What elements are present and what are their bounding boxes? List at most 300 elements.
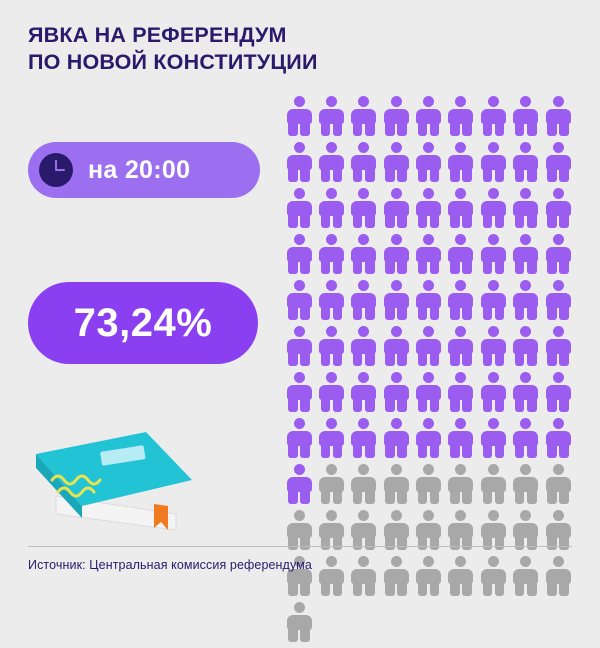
pictogram-person-filled xyxy=(416,326,442,366)
person-leg-right xyxy=(397,490,407,504)
person-leg-right xyxy=(559,122,569,136)
person-leg-left xyxy=(418,306,428,320)
pictogram-person-filled xyxy=(318,280,344,320)
person-head xyxy=(455,188,466,199)
person-leg-left xyxy=(288,582,298,596)
pictogram-person-filled xyxy=(383,372,409,412)
person-leg-right xyxy=(495,444,505,458)
pictogram-person-filled xyxy=(286,464,312,504)
person-leg-right xyxy=(495,398,505,412)
person-head xyxy=(520,418,531,429)
pictogram-person-filled xyxy=(286,142,312,182)
person-leg-right xyxy=(397,306,407,320)
person-head xyxy=(520,234,531,245)
pictogram-person-filled xyxy=(448,142,474,182)
pictogram-person-filled xyxy=(286,326,312,366)
person-leg-left xyxy=(353,122,363,136)
person-head xyxy=(358,464,369,475)
person-head xyxy=(294,418,305,429)
person-leg-left xyxy=(547,214,557,228)
page-title-line-2: ПО НОВОЙ КОНСТИТУЦИИ xyxy=(28,49,318,74)
person-leg-right xyxy=(430,398,440,412)
footer-divider xyxy=(28,546,572,547)
person-leg-left xyxy=(547,444,557,458)
person-leg-left xyxy=(321,352,331,366)
person-leg-right xyxy=(333,306,343,320)
pictogram-person-filled xyxy=(416,418,442,458)
pictogram-person-filled xyxy=(351,326,377,366)
person-leg-left xyxy=(321,214,331,228)
person-leg-left xyxy=(353,214,363,228)
person-leg-left xyxy=(547,306,557,320)
person-leg-left xyxy=(547,352,557,366)
person-leg-left xyxy=(418,398,428,412)
person-leg-right xyxy=(527,582,537,596)
person-leg-right xyxy=(462,398,472,412)
pictogram-person-filled xyxy=(448,326,474,366)
person-head xyxy=(488,418,499,429)
person-leg-right xyxy=(495,536,505,550)
pictogram-person-filled xyxy=(448,234,474,274)
person-leg-right xyxy=(365,490,375,504)
person-leg-right xyxy=(300,444,310,458)
pictogram-person-empty xyxy=(286,510,312,550)
person-leg-right xyxy=(430,122,440,136)
person-leg-right xyxy=(462,352,472,366)
person-leg-left xyxy=(288,260,298,274)
pictogram-person-filled xyxy=(351,188,377,228)
person-head xyxy=(326,234,337,245)
person-leg-left xyxy=(515,582,525,596)
person-leg-right xyxy=(430,260,440,274)
person-leg-right xyxy=(333,582,343,596)
person-leg-left xyxy=(385,168,395,182)
person-leg-left xyxy=(450,398,460,412)
person-leg-right xyxy=(365,582,375,596)
person-leg-left xyxy=(547,398,557,412)
person-head xyxy=(423,326,434,337)
person-head xyxy=(294,280,305,291)
page-title xyxy=(28,22,358,76)
person-head xyxy=(423,464,434,475)
pictogram-person-empty xyxy=(480,510,506,550)
pictogram-person-filled xyxy=(545,96,571,136)
person-leg-left xyxy=(385,352,395,366)
pictogram-person-filled xyxy=(286,280,312,320)
person-leg-right xyxy=(333,260,343,274)
pictogram-person-empty xyxy=(480,464,506,504)
person-head xyxy=(520,372,531,383)
person-head xyxy=(488,234,499,245)
pictogram-person-empty xyxy=(416,510,442,550)
person-head xyxy=(520,326,531,337)
person-leg-left xyxy=(353,398,363,412)
person-head xyxy=(358,234,369,245)
person-leg-left xyxy=(385,444,395,458)
person-leg-right xyxy=(333,398,343,412)
person-head xyxy=(294,96,305,107)
person-leg-left xyxy=(353,536,363,550)
person-leg-left xyxy=(321,168,331,182)
person-leg-left xyxy=(483,582,493,596)
person-head xyxy=(358,96,369,107)
pictogram-person-filled xyxy=(383,96,409,136)
person-leg-right xyxy=(333,536,343,550)
person-leg-left xyxy=(515,352,525,366)
person-leg-right xyxy=(397,168,407,182)
person-head xyxy=(391,418,402,429)
pictogram-person-filled xyxy=(286,372,312,412)
person-head xyxy=(294,602,305,613)
person-leg-right xyxy=(300,168,310,182)
person-head xyxy=(423,280,434,291)
person-head xyxy=(326,372,337,383)
person-head xyxy=(488,142,499,153)
person-head xyxy=(391,142,402,153)
pictogram-person-filled xyxy=(318,326,344,366)
person-leg-right xyxy=(559,444,569,458)
person-leg-left xyxy=(483,122,493,136)
person-leg-left xyxy=(483,168,493,182)
pictogram-person-filled xyxy=(383,280,409,320)
person-leg-left xyxy=(288,168,298,182)
person-head xyxy=(553,188,564,199)
person-leg-left xyxy=(385,536,395,550)
person-leg-right xyxy=(527,122,537,136)
person-head xyxy=(553,142,564,153)
person-head xyxy=(326,418,337,429)
person-leg-left xyxy=(515,214,525,228)
person-leg-right xyxy=(527,214,537,228)
page-title-line-1: ЯВКА НА РЕФЕРЕНДУМ xyxy=(28,23,287,47)
person-leg-right xyxy=(559,582,569,596)
pictogram-person-filled xyxy=(351,142,377,182)
person-head xyxy=(326,464,337,475)
constitution-book-icon xyxy=(26,418,206,538)
pictogram-person-filled xyxy=(448,188,474,228)
person-head xyxy=(455,556,466,567)
person-head xyxy=(423,418,434,429)
person-head xyxy=(553,464,564,475)
person-leg-right xyxy=(559,352,569,366)
pictogram-person-filled xyxy=(416,96,442,136)
person-leg-left xyxy=(515,260,525,274)
person-leg-left xyxy=(483,260,493,274)
person-leg-right xyxy=(300,490,310,504)
person-leg-right xyxy=(462,536,472,550)
person-head xyxy=(553,510,564,521)
person-leg-right xyxy=(495,260,505,274)
person-leg-left xyxy=(353,490,363,504)
person-leg-right xyxy=(559,398,569,412)
person-leg-left xyxy=(418,582,428,596)
pictogram-person-empty xyxy=(416,464,442,504)
pictogram-person-empty xyxy=(416,556,442,596)
person-leg-left xyxy=(321,582,331,596)
pictogram-person-empty xyxy=(545,556,571,596)
person-leg-left xyxy=(450,352,460,366)
person-leg-left xyxy=(418,490,428,504)
person-leg-left xyxy=(483,214,493,228)
person-leg-right xyxy=(462,260,472,274)
person-head xyxy=(455,280,466,291)
person-leg-left xyxy=(418,122,428,136)
person-leg-left xyxy=(515,122,525,136)
person-head xyxy=(294,372,305,383)
person-leg-left xyxy=(515,168,525,182)
person-leg-left xyxy=(483,444,493,458)
person-leg-left xyxy=(483,490,493,504)
person-head xyxy=(391,188,402,199)
person-leg-left xyxy=(515,444,525,458)
person-head xyxy=(423,142,434,153)
person-leg-right xyxy=(430,214,440,228)
person-head xyxy=(294,234,305,245)
person-leg-right xyxy=(527,168,537,182)
person-leg-left xyxy=(321,536,331,550)
person-leg-left xyxy=(288,306,298,320)
person-leg-left xyxy=(385,122,395,136)
person-leg-right xyxy=(495,352,505,366)
person-leg-right xyxy=(430,306,440,320)
person-leg-right xyxy=(365,260,375,274)
person-leg-left xyxy=(483,536,493,550)
person-leg-right xyxy=(430,352,440,366)
pictogram-person-filled xyxy=(318,142,344,182)
person-head xyxy=(553,326,564,337)
pictogram-person-filled xyxy=(416,142,442,182)
pictogram-person-filled xyxy=(480,142,506,182)
person-leg-right xyxy=(397,582,407,596)
pictogram-person-filled xyxy=(480,326,506,366)
person-head xyxy=(326,326,337,337)
person-head xyxy=(520,188,531,199)
person-head xyxy=(358,188,369,199)
person-leg-right xyxy=(559,536,569,550)
person-leg-left xyxy=(450,122,460,136)
person-leg-left xyxy=(385,214,395,228)
person-leg-left xyxy=(515,306,525,320)
person-head xyxy=(423,372,434,383)
person-head xyxy=(423,188,434,199)
person-leg-left xyxy=(385,398,395,412)
pictogram-person-filled xyxy=(513,96,539,136)
person-leg-right xyxy=(430,444,440,458)
person-leg-right xyxy=(430,582,440,596)
person-leg-left xyxy=(353,306,363,320)
pictogram-person-filled xyxy=(383,418,409,458)
person-leg-left xyxy=(418,536,428,550)
person-head xyxy=(391,464,402,475)
person-leg-right xyxy=(365,444,375,458)
pictogram-person-filled xyxy=(383,326,409,366)
pictogram-person-filled xyxy=(318,96,344,136)
person-leg-right xyxy=(527,490,537,504)
pictogram-person-filled xyxy=(513,280,539,320)
person-leg-right xyxy=(300,628,310,642)
person-leg-right xyxy=(397,122,407,136)
pictogram-person-filled xyxy=(513,188,539,228)
person-leg-left xyxy=(450,444,460,458)
person-leg-left xyxy=(418,352,428,366)
pictogram-person-empty xyxy=(513,510,539,550)
person-leg-left xyxy=(418,444,428,458)
person-leg-left xyxy=(450,306,460,320)
pictogram-person-filled xyxy=(545,234,571,274)
person-leg-right xyxy=(559,214,569,228)
person-leg-left xyxy=(418,168,428,182)
person-head xyxy=(358,326,369,337)
person-head xyxy=(553,372,564,383)
pictogram-person-filled xyxy=(480,96,506,136)
person-leg-right xyxy=(527,536,537,550)
person-leg-left xyxy=(288,444,298,458)
person-leg-right xyxy=(333,490,343,504)
person-leg-right xyxy=(300,398,310,412)
person-head xyxy=(488,510,499,521)
person-leg-left xyxy=(288,398,298,412)
pictogram-person-filled xyxy=(416,234,442,274)
person-leg-right xyxy=(495,490,505,504)
person-head xyxy=(326,280,337,291)
person-leg-left xyxy=(288,490,298,504)
person-leg-left xyxy=(418,214,428,228)
pictogram-person-filled xyxy=(416,280,442,320)
pictogram-person-empty xyxy=(448,556,474,596)
person-leg-left xyxy=(547,582,557,596)
person-head xyxy=(455,372,466,383)
pictogram-person-filled xyxy=(545,372,571,412)
person-leg-left xyxy=(353,352,363,366)
person-leg-left xyxy=(385,490,395,504)
pictogram-person-filled xyxy=(513,326,539,366)
person-head xyxy=(294,142,305,153)
person-head xyxy=(553,96,564,107)
person-leg-right xyxy=(397,444,407,458)
pictogram-person-empty xyxy=(480,556,506,596)
clock-hand-minute xyxy=(55,169,65,172)
person-leg-left xyxy=(483,398,493,412)
person-head xyxy=(391,280,402,291)
pictogram-person-filled xyxy=(480,372,506,412)
clock-icon xyxy=(28,142,84,198)
person-leg-right xyxy=(527,306,537,320)
person-leg-left xyxy=(483,352,493,366)
person-head xyxy=(326,188,337,199)
person-head xyxy=(294,464,305,475)
person-head xyxy=(326,96,337,107)
person-leg-left xyxy=(450,536,460,550)
person-leg-left xyxy=(483,306,493,320)
person-head xyxy=(488,372,499,383)
pictogram-person-empty xyxy=(383,464,409,504)
person-leg-right xyxy=(397,214,407,228)
person-leg-right xyxy=(559,260,569,274)
person-head xyxy=(326,510,337,521)
person-leg-right xyxy=(527,352,537,366)
pictogram-person-filled xyxy=(480,234,506,274)
person-leg-left xyxy=(515,536,525,550)
pictogram-person-filled xyxy=(383,142,409,182)
person-leg-right xyxy=(527,260,537,274)
source-note: Источник: Центральная комиссия референдума xyxy=(28,558,312,572)
person-leg-right xyxy=(495,168,505,182)
pictogram-person-filled xyxy=(351,372,377,412)
pictogram-person-filled xyxy=(448,372,474,412)
pictogram-person-empty xyxy=(545,464,571,504)
pictogram-person-filled xyxy=(318,418,344,458)
pictogram-person-empty xyxy=(448,464,474,504)
person-leg-right xyxy=(527,444,537,458)
person-leg-right xyxy=(397,398,407,412)
person-head xyxy=(391,96,402,107)
pictogram-person-empty xyxy=(318,510,344,550)
person-head xyxy=(520,142,531,153)
person-leg-right xyxy=(300,352,310,366)
person-leg-left xyxy=(321,122,331,136)
person-head xyxy=(488,96,499,107)
person-leg-right xyxy=(333,122,343,136)
pictogram-person-filled xyxy=(351,234,377,274)
pictogram-person-filled xyxy=(318,188,344,228)
person-head xyxy=(520,510,531,521)
person-leg-left xyxy=(321,490,331,504)
person-head xyxy=(391,234,402,245)
person-leg-right xyxy=(462,214,472,228)
person-leg-left xyxy=(385,582,395,596)
person-head xyxy=(455,464,466,475)
pictogram-person-empty xyxy=(513,556,539,596)
person-leg-left xyxy=(353,444,363,458)
pictogram-person-filled xyxy=(513,372,539,412)
person-head xyxy=(391,326,402,337)
person-leg-left xyxy=(353,260,363,274)
person-leg-right xyxy=(559,168,569,182)
person-leg-right xyxy=(495,582,505,596)
person-head xyxy=(391,372,402,383)
pictogram-person-filled xyxy=(448,418,474,458)
person-head xyxy=(358,142,369,153)
person-leg-left xyxy=(515,490,525,504)
time-badge xyxy=(28,142,260,198)
person-head xyxy=(423,556,434,567)
pictogram-person-filled xyxy=(351,96,377,136)
person-head xyxy=(391,556,402,567)
pictogram-person-empty xyxy=(286,602,312,642)
person-head xyxy=(358,372,369,383)
pictogram-person-empty xyxy=(513,464,539,504)
person-leg-left xyxy=(385,260,395,274)
person-head xyxy=(488,188,499,199)
person-leg-left xyxy=(450,490,460,504)
pictogram-person-empty xyxy=(448,510,474,550)
person-head xyxy=(488,556,499,567)
person-leg-left xyxy=(288,352,298,366)
pictogram-person-empty xyxy=(545,510,571,550)
person-head xyxy=(455,142,466,153)
person-leg-left xyxy=(418,260,428,274)
pictogram-person-filled xyxy=(480,280,506,320)
person-leg-left xyxy=(288,122,298,136)
person-leg-left xyxy=(547,122,557,136)
pictogram-person-filled xyxy=(480,188,506,228)
pictogram-person-empty xyxy=(351,556,377,596)
person-leg-left xyxy=(450,214,460,228)
pictogram-person-filled xyxy=(545,326,571,366)
person-leg-left xyxy=(547,490,557,504)
pictogram-person-empty xyxy=(318,556,344,596)
pictogram-person-empty xyxy=(351,510,377,550)
